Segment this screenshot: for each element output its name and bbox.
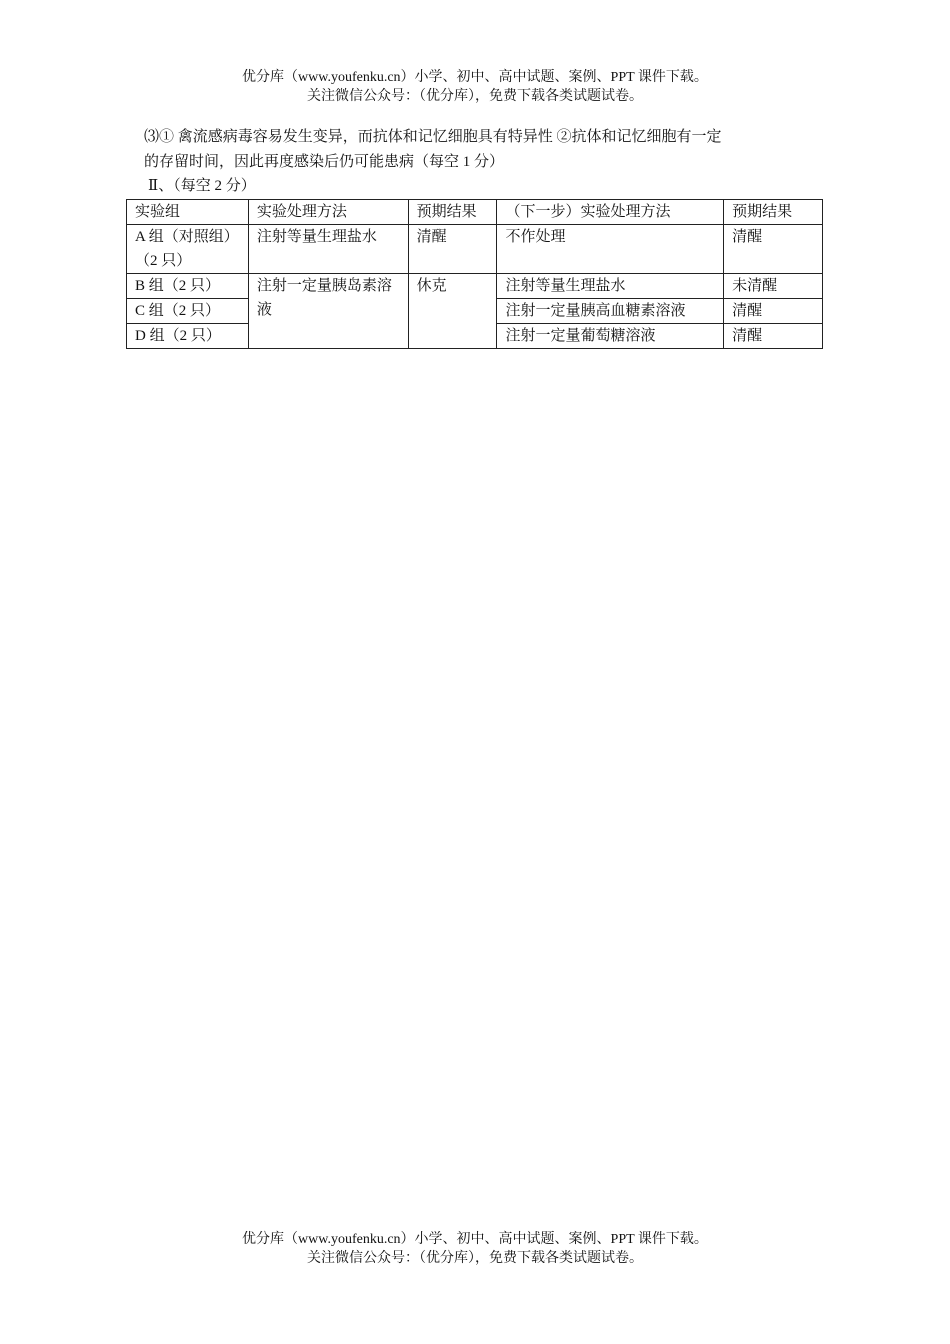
header-cell-next-method: （下一步）实验处理方法 [497,200,724,225]
page-header [0,68,950,106]
header-line-1: 优分库（www.youfenku.cn）小学、初中、高中试题、案例、PPT 课件下载。 [242,70,708,85]
header-cell-next-result: 预期结果 [724,200,823,225]
footer-line-1: 优分库（www.youfenku.cn）小学、初中、高中试题、案例、PPT 课件下载。 [242,1232,708,1247]
next-method-cell-b: 注射等量生理盐水 [497,274,724,299]
method-cell-shared: 注射一定量胰岛素溶液 [248,274,408,349]
answer-line-1: ⑶① 禽流感病毒容易发生变异，而抗体和记忆细胞具有特异性 ②抗体和记忆细胞有一定 [144,129,722,145]
table-row [127,225,823,274]
result-cell-shared: 休克 [408,274,497,349]
next-method-cell-c: 注射一定量胰高血糖素溶液 [497,299,724,324]
group-cell-c: C 组（2 只） [127,299,249,324]
result-cell-a: 清醒 [408,225,497,274]
next-result-cell-d: 清醒 [724,324,823,349]
method-cell-a: 注射等量生理盐水 [248,225,408,274]
next-result-cell-b: 未清醒 [724,274,823,299]
next-method-cell-a: 不作处理 [497,225,724,274]
header-cell-method: 实验处理方法 [248,200,408,225]
table-row [127,274,823,299]
section-title: Ⅱ、（每空 2 分） [148,178,256,194]
header-line-2: 关注微信公众号：（优分库），免费下载各类试题试卷。 [307,89,643,104]
answer-line-2: 的存留时间，因此再度感染后仍可能患病（每空 1 分） [144,154,505,170]
next-result-cell-c: 清醒 [724,299,823,324]
experiment-table [126,199,823,349]
group-cell-a: A 组（对照组）（2 只） [127,225,249,274]
table-header-row [127,200,823,225]
answer-paragraph [144,125,814,175]
group-cell-b: B 组（2 只） [127,274,249,299]
header-cell-group: 实验组 [127,200,249,225]
header-cell-result: 预期结果 [408,200,497,225]
next-result-cell-a: 清醒 [724,225,823,274]
page-footer [0,1230,950,1268]
group-cell-d: D 组（2 只） [127,324,249,349]
next-method-cell-d: 注射一定量葡萄糖溶液 [497,324,724,349]
footer-line-2: 关注微信公众号：（优分库），免费下载各类试题试卷。 [307,1251,643,1266]
